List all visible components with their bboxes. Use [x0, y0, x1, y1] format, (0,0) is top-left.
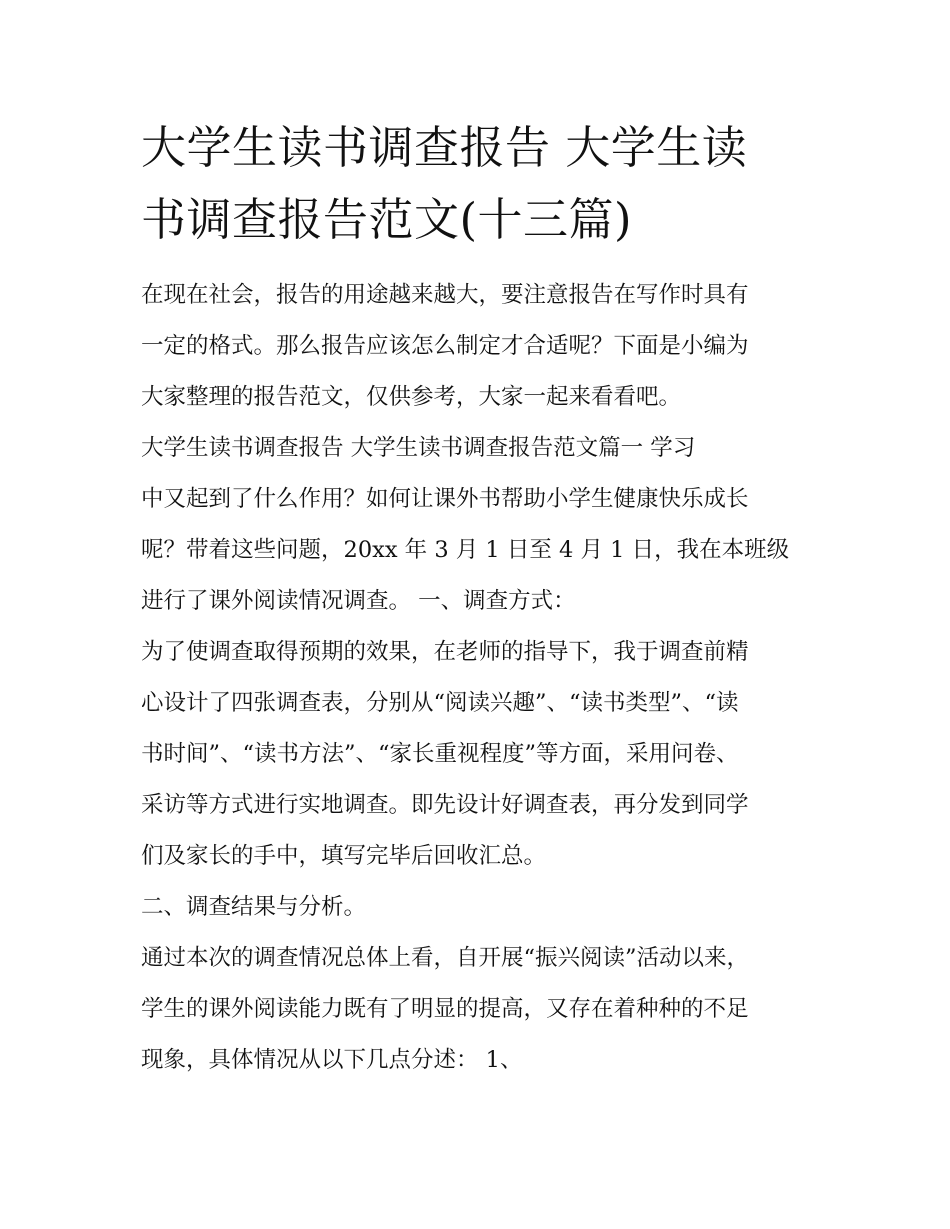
text-line: 在现在社会，报告的用途越来越大，要注意报告在写作时具有	[141, 282, 749, 308]
text-line: 一定的格式。那么报告应该怎么制定才合适呢？下面是小编为	[141, 333, 749, 359]
text-line: 现象，具体情况从以下几点分述： 1、	[141, 1047, 523, 1073]
section-heading-results	[141, 882, 816, 933]
title-line-1: 大学生读书调查报告 大学生读	[141, 121, 748, 174]
text-line: 采访等方式进行实地调查。即先设计好调查表，再分发到同学	[141, 792, 749, 818]
section-one-paragraph	[141, 423, 816, 627]
text-line: 大家整理的报告范文，仅供参考，大家一起来看看吧。	[141, 384, 682, 410]
method-paragraph	[141, 627, 816, 882]
text-line: 通过本次的调查情况总体上看，自开展“振兴阅读”活动以来，	[141, 945, 750, 971]
results-paragraph	[141, 933, 816, 1086]
text-line: 二、调查结果与分析。	[141, 894, 367, 920]
text-line: 心设计了四张调查表，分别从“阅读兴趣”、“读书类型”、“读	[141, 690, 739, 716]
document-title	[141, 112, 816, 256]
text-line: 为了使调查取得预期的效果，在老师的指导下，我于调查前精	[141, 639, 749, 665]
text-line: 中又起到了什么作用？如何让课外书帮助小学生健康快乐成长	[141, 486, 749, 512]
text-line: 进行了课外阅读情况调查。 一、调查方式：	[141, 588, 576, 614]
intro-paragraph	[141, 270, 816, 423]
text-line: 学生的课外阅读能力既有了明显的提高，又存在着种种的不足	[141, 996, 749, 1022]
text-line: 大学生读书调查报告 大学生读书调查报告范文篇一 学习	[141, 435, 696, 461]
text-line: 呢？带着这些问题，20xx 年 3 月 1 日至 4 月 1 日，我在本班级	[141, 537, 790, 563]
text-line: 们及家长的手中，填写完毕后回收汇总。	[141, 843, 547, 869]
document-page	[141, 112, 816, 1086]
text-line: 书时间”、“读书方法”、“家长重视程度”等方面，采用问卷、	[141, 741, 739, 767]
title-line-2: 书调查报告范文(十三篇)	[141, 193, 633, 246]
